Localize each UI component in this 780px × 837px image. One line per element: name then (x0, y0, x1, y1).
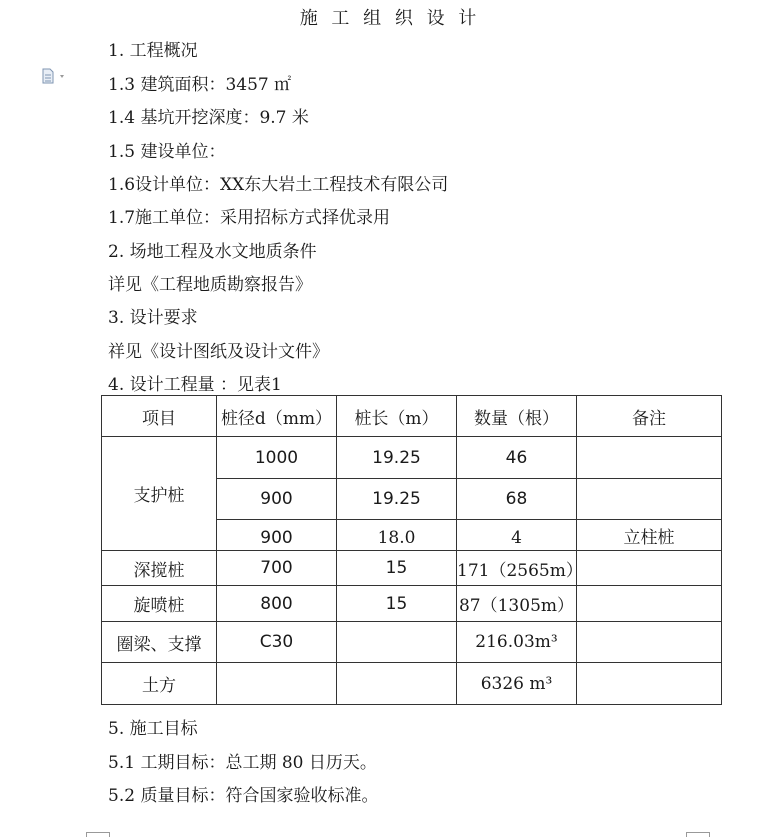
document-icon[interactable] (42, 68, 68, 84)
cell-item: 旋喷桩 (102, 586, 217, 622)
cell-item: 深搅桩 (102, 551, 217, 586)
table-row (102, 663, 722, 705)
cell-diameter: 800 (217, 586, 337, 622)
header-length: 桩长（m） (337, 396, 457, 437)
cell-quantity: 6326 m³ (457, 663, 577, 705)
page-corner-mark-right (686, 832, 710, 837)
cell-diameter (217, 663, 337, 705)
design-docs-ref: 祥见《设计图纸及设计文件》 (108, 342, 329, 362)
table-row (102, 437, 722, 479)
document-title: 施 工 组 织 设 计 (299, 8, 481, 29)
cell-length: 19.25 (337, 479, 457, 520)
cell-quantity: 68 (457, 479, 577, 520)
cell-quantity: 171（2565m） (457, 551, 577, 586)
page-corner-mark-left (86, 832, 110, 837)
quality-target: 5.2 质量目标：符合国家验收标准。 (108, 786, 379, 806)
cell-note (577, 479, 722, 520)
cell-quantity: 216.03m³ (457, 622, 577, 663)
header-note: 备注 (577, 396, 722, 437)
cell-note (577, 551, 722, 586)
section-3-heading: 3. 设计要求 (108, 308, 198, 328)
cell-diameter: C30 (217, 622, 337, 663)
section-5-heading: 5. 施工目标 (108, 719, 198, 739)
construction-unit: 1.5 建设单位： (108, 142, 226, 162)
table-header-row (102, 396, 722, 437)
table-row (102, 551, 722, 586)
cell-length: 15 (337, 586, 457, 622)
cell-note (577, 586, 722, 622)
building-area: 1.3 建筑面积：3457 ㎡ (108, 75, 292, 95)
design-unit: 1.6设计单位：XX东大岩土工程技术有限公司 (108, 175, 449, 195)
cell-length: 15 (337, 551, 457, 586)
header-diameter: 桩径d（mm） (217, 396, 337, 437)
cell-length: 18.0 (337, 520, 457, 551)
cell-quantity: 87（1305m） (457, 586, 577, 622)
cell-note: 立柱桩 (577, 520, 722, 551)
cell-note (577, 437, 722, 479)
cell-diameter: 700 (217, 551, 337, 586)
survey-report-ref: 详见《工程地质勘察报告》 (108, 275, 312, 295)
cell-quantity: 46 (457, 437, 577, 479)
cell-item: 圈梁、支撑 (102, 622, 217, 663)
section-1-heading: 1. 工程概况 (108, 41, 198, 61)
section-2-heading: 2. 场地工程及水文地质条件 (108, 242, 317, 262)
excavation-depth: 1.4 基坑开挖深度：9.7 米 (108, 108, 309, 128)
cell-length (337, 663, 457, 705)
cell-item: 土方 (102, 663, 217, 705)
header-quantity: 数量（根） (457, 396, 577, 437)
contractor: 1.7施工单位：采用招标方式择优录用 (108, 208, 391, 228)
cell-diameter: 900 (217, 479, 337, 520)
cell-note (577, 663, 722, 705)
cell-diameter: 900 (217, 520, 337, 551)
table-row (102, 622, 722, 663)
section-4-heading: 4. 设计工程量 ：见表1 (108, 375, 282, 395)
cell-quantity: 4 (457, 520, 577, 551)
cell-item: 支护桩 (102, 437, 217, 551)
cell-note (577, 622, 722, 663)
table-row (102, 586, 722, 622)
cell-length (337, 622, 457, 663)
schedule-target: 5.1 工期目标：总工期 80 日历天。 (108, 753, 377, 773)
quantities-table (101, 395, 722, 705)
cell-length: 19.25 (337, 437, 457, 479)
cell-diameter: 1000 (217, 437, 337, 479)
header-item: 项目 (102, 396, 217, 437)
